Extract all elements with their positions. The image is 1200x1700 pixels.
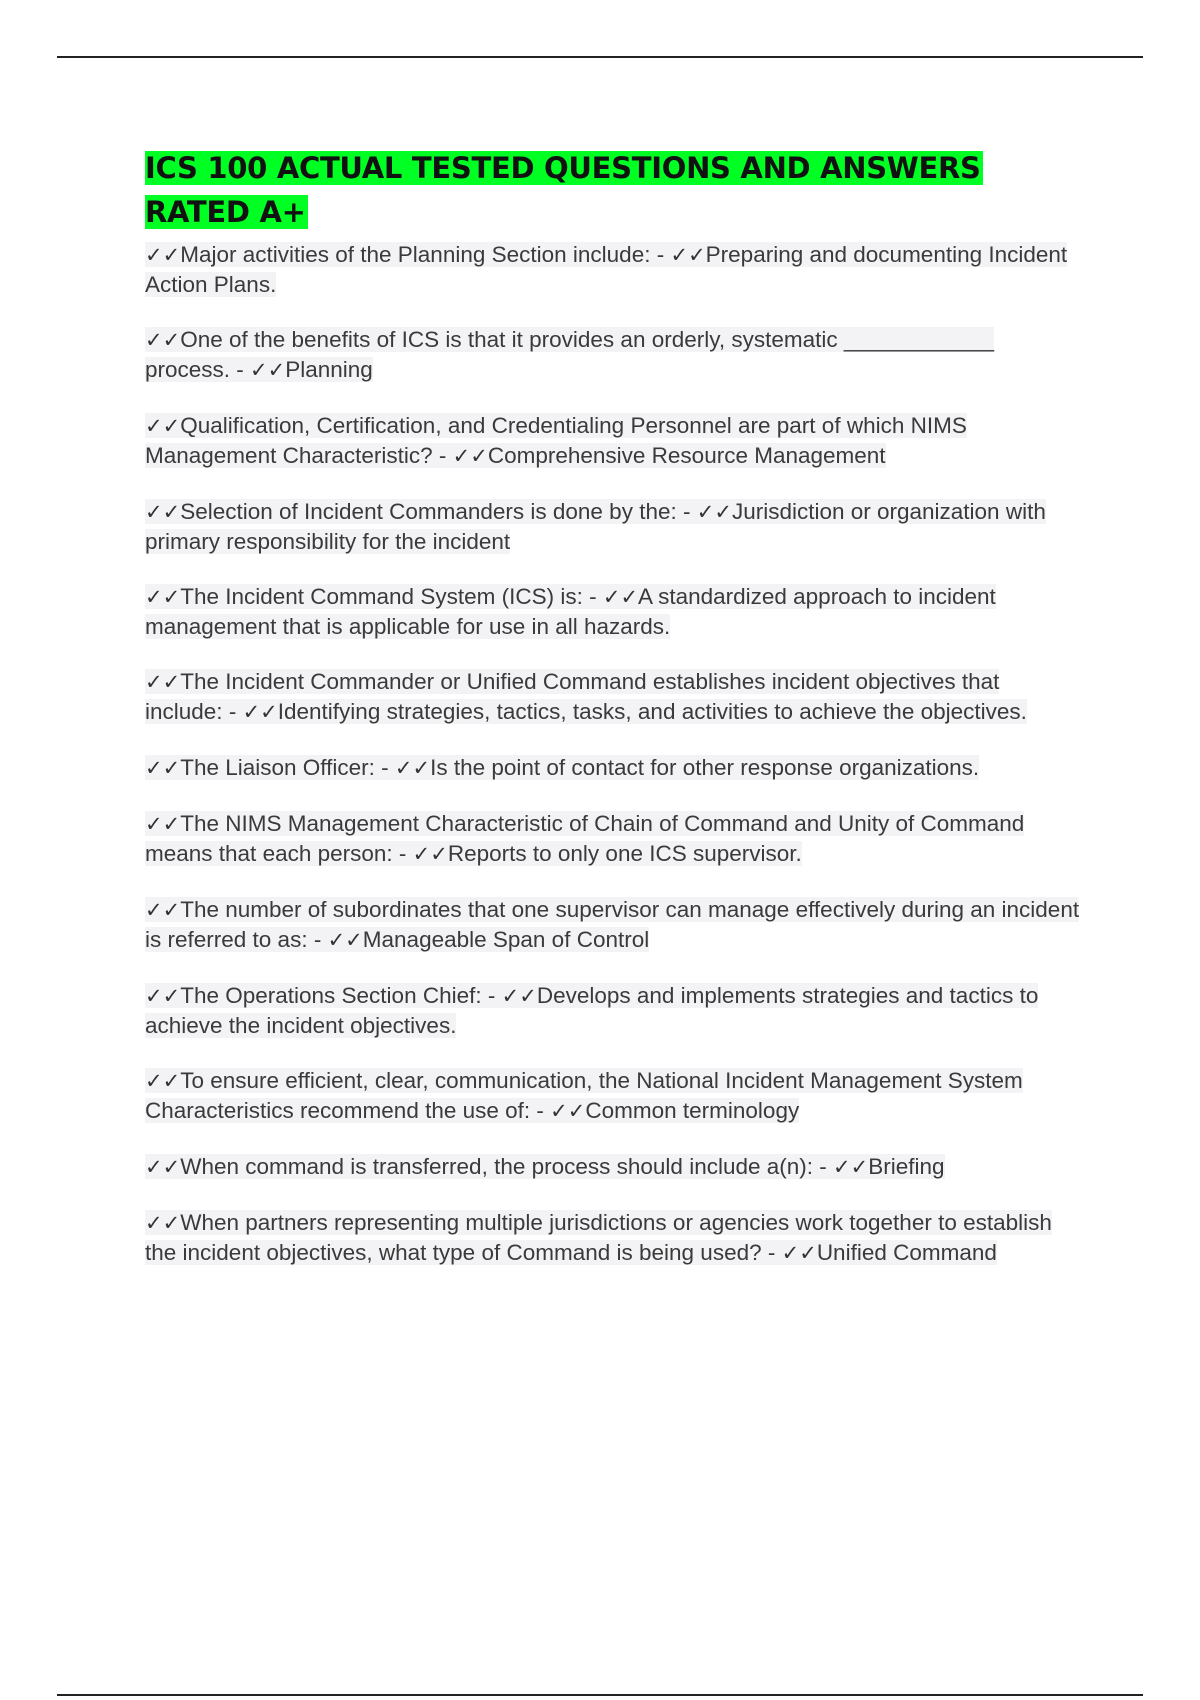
question-text: One of the benefits of ICS is that it provides an orderly, systematic ____________ process. (145, 327, 995, 382)
qa-text (145, 1068, 1023, 1123)
answer-text: Comprehensive Resource Management (487, 443, 886, 468)
answer-text: Planning (285, 357, 373, 382)
question-check-icon: ✓✓ (145, 812, 181, 836)
qa-item-2 (145, 325, 1080, 385)
qa-separator: - (530, 1098, 551, 1123)
qa-separator: - (761, 1240, 782, 1265)
qa-item-6 (145, 667, 1080, 727)
question-text: Major activities of the Planning Section include: (180, 242, 651, 267)
qa-text (145, 897, 1079, 952)
answer-text: Unified Command (816, 1240, 997, 1265)
qa-text (145, 327, 994, 382)
qa-text (145, 242, 1067, 297)
question-text: The number of subordinates that one supervisor can manage effectively during an incident is referred to as: (145, 897, 1080, 952)
answer-text: Manageable Span of Control (362, 927, 650, 952)
question-check-icon: ✓✓ (145, 984, 181, 1008)
qa-separator: - (481, 983, 502, 1008)
question-text: The Operations Section Chief: (180, 983, 482, 1008)
question-text: When partners representing multiple jurisdictions or agencies work together to establish the incident objectives, what type of Command is being used? (145, 1210, 1052, 1265)
qa-item-3 (145, 411, 1080, 471)
qa-separator: - (230, 357, 251, 382)
qa-text (145, 499, 1046, 554)
qa-item-1 (145, 240, 1080, 299)
answer-check-icon: ✓✓ (394, 756, 431, 780)
question-check-icon: ✓✓ (145, 243, 181, 267)
answer-check-icon: ✓✓ (250, 358, 286, 382)
document-body (145, 146, 1095, 1294)
answer-text: Preparing and documenting Incident Action Plans. (145, 242, 1068, 297)
answer-text: Identifying strategies, tactics, tasks, and activities to achieve the objectives. (277, 699, 1027, 724)
qa-separator: - (813, 1154, 834, 1179)
qa-separator: - (307, 927, 328, 952)
qa-item-11 (145, 1066, 1080, 1126)
qa-separator: - (374, 755, 395, 780)
qa-item-5 (145, 582, 1080, 641)
question-check-icon: ✓✓ (145, 1069, 181, 1093)
answer-text: A standardized approach to incident management that is applicable for use in all hazards. (145, 584, 996, 639)
question-check-icon: ✓✓ (145, 414, 181, 438)
qa-list (145, 240, 1095, 1268)
answer-check-icon: ✓✓ (242, 700, 278, 724)
qa-separator: - (432, 443, 453, 468)
qa-item-4 (145, 497, 1080, 556)
qa-text (145, 1210, 1052, 1265)
answer-check-icon: ✓✓ (670, 243, 706, 267)
answer-check-icon: ✓✓ (412, 842, 448, 866)
qa-item-13 (145, 1208, 1080, 1268)
answer-check-icon: ✓✓ (696, 500, 732, 524)
question-check-icon: ✓✓ (145, 328, 181, 352)
footer-rule (57, 1694, 1143, 1696)
qa-text (145, 584, 996, 639)
question-check-icon: ✓✓ (145, 1211, 181, 1235)
qa-item-9 (145, 895, 1080, 955)
qa-separator: - (650, 242, 671, 267)
qa-text (145, 413, 967, 468)
answer-check-icon: ✓✓ (833, 1155, 869, 1179)
qa-item-10 (145, 981, 1080, 1040)
qa-text (145, 811, 1024, 866)
answer-text: Common terminology (585, 1098, 800, 1123)
qa-item-8 (145, 809, 1080, 869)
answer-text: Is the point of contact for other response organizations. (430, 755, 980, 780)
qa-text (145, 755, 979, 780)
question-text: Qualification, Certification, and Credentialing Personnel are part of which NIMS Management Characteristic? (145, 413, 967, 468)
answer-text: Briefing (868, 1154, 945, 1179)
qa-separator: - (582, 584, 603, 609)
question-text: To ensure efficient, clear, communication, the National Incident Management System Characteristics recommend the use of: (145, 1068, 1023, 1123)
question-text: Selection of Incident Commanders is done by the: (180, 499, 677, 524)
answer-text: Reports to only one ICS supervisor. (447, 841, 802, 866)
question-check-icon: ✓✓ (145, 756, 181, 780)
answer-check-icon: ✓✓ (602, 585, 639, 609)
qa-item-7 (145, 753, 1080, 783)
question-text: When command is transferred, the process should include a(n): (180, 1154, 814, 1179)
qa-separator: - (222, 699, 243, 724)
question-check-icon: ✓✓ (145, 1155, 181, 1179)
answer-check-icon: ✓✓ (452, 444, 488, 468)
qa-separator: - (392, 841, 413, 866)
qa-item-12 (145, 1152, 1080, 1182)
question-text: The Incident Command System (ICS) is: (180, 584, 583, 609)
question-text: The NIMS Management Characteristic of Chain of Command and Unity of Command means that each person: (145, 811, 1025, 866)
qa-text (145, 983, 1038, 1038)
question-check-icon: ✓✓ (145, 585, 181, 609)
qa-text (145, 1154, 945, 1179)
document-title (145, 146, 1095, 234)
answer-check-icon: ✓✓ (327, 928, 363, 952)
answer-text: Jurisdiction or organization with primary responsibility for the incident (145, 499, 1046, 554)
answer-text: Develops and implements strategies and tactics to achieve the incident objectives. (145, 983, 1039, 1038)
answer-check-icon: ✓✓ (501, 984, 537, 1008)
question-text: The Liaison Officer: (180, 755, 375, 780)
question-check-icon: ✓✓ (145, 500, 181, 524)
answer-check-icon: ✓✓ (550, 1099, 586, 1123)
qa-text (145, 669, 1027, 724)
question-text: The Incident Commander or Unified Command establishes incident objectives that include: (145, 669, 1000, 724)
question-check-icon: ✓✓ (145, 898, 181, 922)
answer-check-icon: ✓✓ (781, 1241, 817, 1265)
qa-separator: - (676, 499, 697, 524)
document-title-text: ICS 100 ACTUAL TESTED QUESTIONS AND ANSWERS RATED A+ (145, 151, 981, 229)
question-check-icon: ✓✓ (145, 670, 181, 694)
header-rule (57, 56, 1143, 58)
